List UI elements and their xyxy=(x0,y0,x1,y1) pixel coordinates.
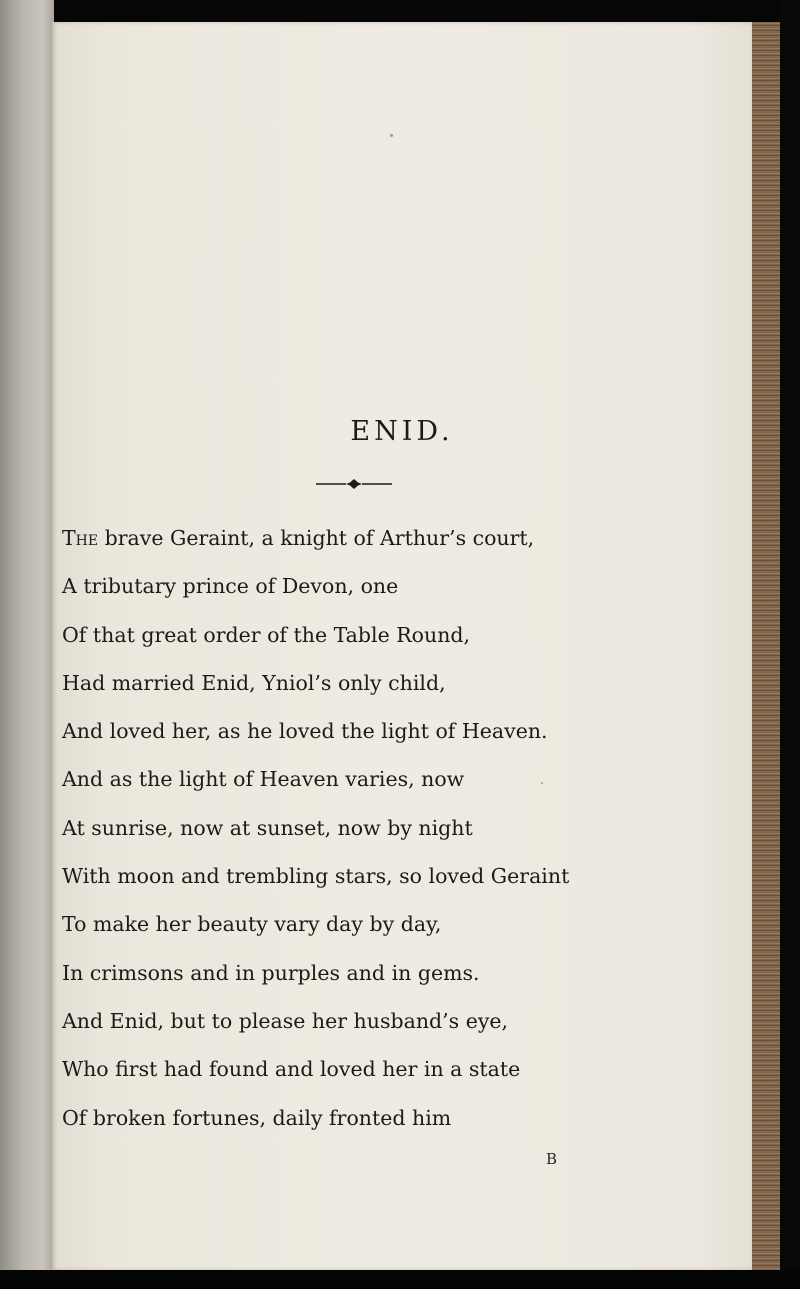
verse-line: Of that great order of the Table Round, xyxy=(62,622,471,647)
verse-line xyxy=(62,520,622,568)
page-block-edge xyxy=(752,22,780,1272)
verse-line: And Enid, but to please her husband’s eye, xyxy=(62,1008,509,1033)
verse-line: A tributary prince of Devon, one xyxy=(62,574,399,599)
verse-line: With moon and trembling stars, so loved Geraint xyxy=(62,864,570,889)
verse-line: At sunrise, now at sunset, now by night xyxy=(62,815,473,840)
verse-line: In crimsons and in purples and in gems. xyxy=(62,960,480,985)
verse-line: And as the light of Heaven varies, now xyxy=(62,767,465,792)
background-shadow xyxy=(780,0,800,1289)
signature-mark: B xyxy=(546,1150,558,1168)
verse-line-text: brave Geraint, a knight of Arthur’s court, xyxy=(98,526,535,550)
chapter-title: ENID. xyxy=(350,416,454,447)
rule-ornament-icon xyxy=(316,477,392,491)
background-bottom xyxy=(0,1270,800,1289)
previous-page-edge xyxy=(0,0,54,1270)
opening-word: The xyxy=(62,526,99,550)
verse-line: And loved her, as he loved the light of Heaven. xyxy=(62,719,548,744)
verse-line: Who first had found and loved her in a state xyxy=(62,1057,521,1082)
poem-verse xyxy=(62,520,622,1148)
verse-line: Had married Enid, Yniol’s only child, xyxy=(62,670,446,695)
verse-line: To make her beauty vary day by day, xyxy=(62,912,442,937)
paper-speck xyxy=(390,134,393,137)
verse-line: Of broken fortunes, daily fronted him xyxy=(62,1105,452,1130)
